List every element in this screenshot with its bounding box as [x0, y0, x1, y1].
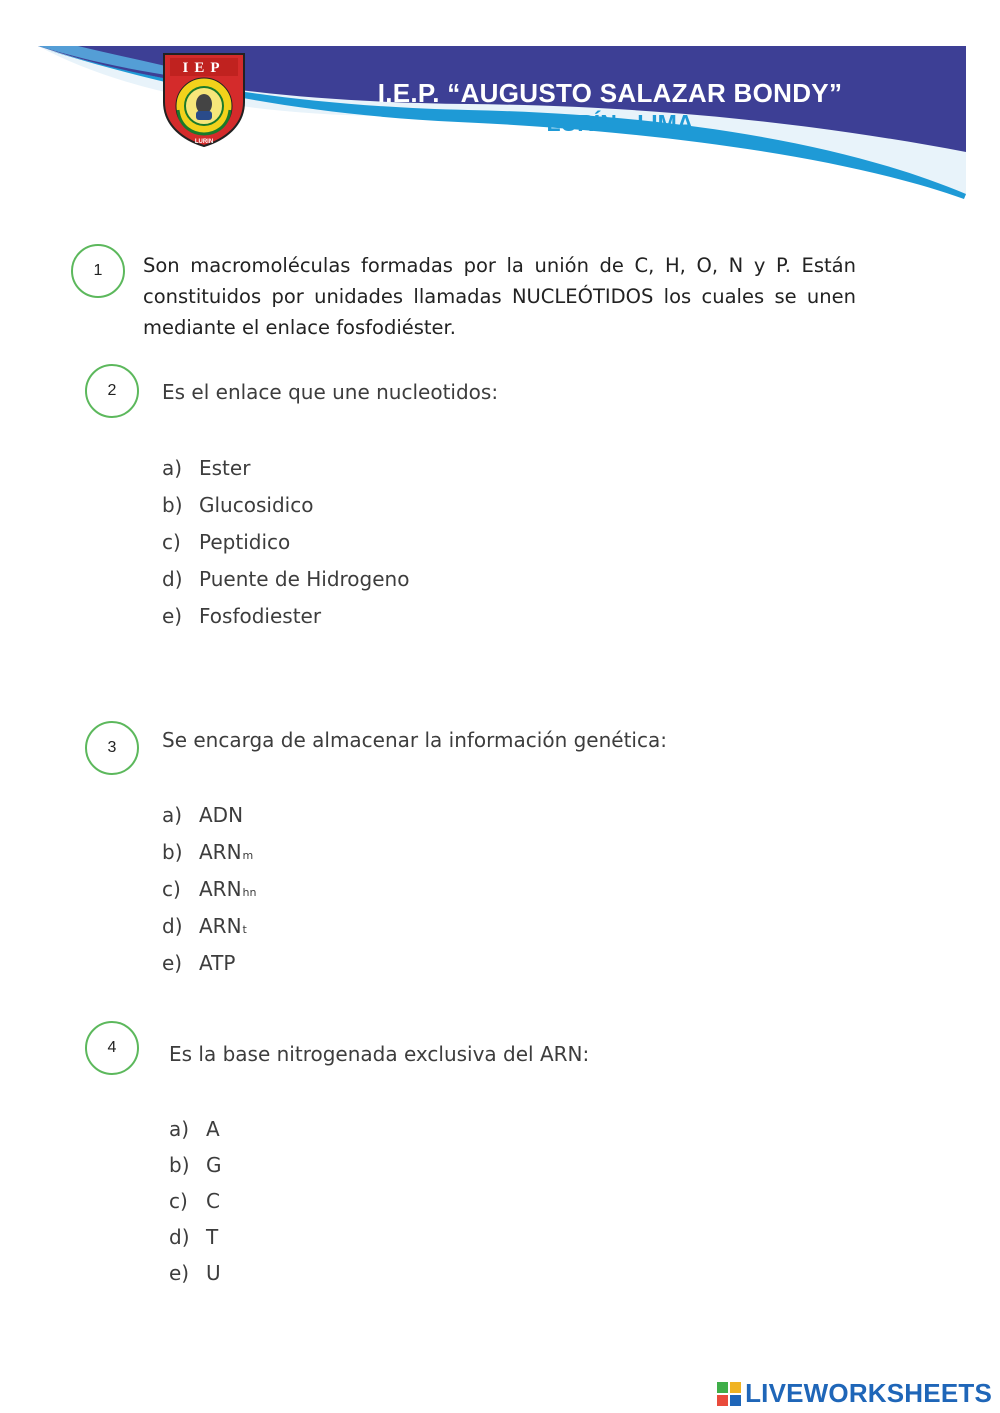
option-item[interactable]: [162, 803, 257, 840]
option-letter: d): [162, 914, 183, 938]
question-1-text: Son macromoléculas formadas por la unión de C, H, O, N y P. Están constituidos por unidades llamadas NUCLEÓTIDOS los cuales se unen mediante el enlace fosfodiéster.: [143, 254, 856, 339]
question-3-title: Se encarga de almacenar la información genética:: [162, 728, 667, 752]
question-3-options: [162, 803, 257, 988]
option-letter: c): [162, 530, 181, 554]
option-item[interactable]: [162, 914, 257, 951]
option-letter: c): [162, 877, 181, 901]
option-item[interactable]: [169, 1153, 222, 1189]
option-letter: d): [162, 567, 183, 591]
liveworksheets-logo-icon: [717, 1382, 741, 1406]
option-letter: b): [162, 840, 183, 864]
question-2-title: Es el enlace que une nucleotidos:: [162, 380, 499, 404]
option-letter: e): [169, 1261, 190, 1285]
option-letter: b): [162, 493, 183, 517]
option-subscript: m: [242, 849, 254, 862]
option-item[interactable]: [162, 493, 409, 530]
option-text: ADN: [199, 803, 244, 827]
option-text: ARN: [199, 877, 242, 901]
option-item[interactable]: [162, 840, 257, 877]
svg-text:IEP: IEP: [182, 60, 226, 76]
option-text: A: [206, 1117, 220, 1141]
option-subscript: hn: [242, 886, 257, 899]
option-text: Puente de Hidrogeno: [199, 567, 410, 591]
option-text: Peptidico: [199, 530, 291, 554]
option-letter: d): [169, 1225, 190, 1249]
option-item[interactable]: [169, 1189, 222, 1225]
option-item[interactable]: [169, 1261, 222, 1297]
option-item[interactable]: [162, 951, 257, 988]
question-number-2: 2: [85, 364, 139, 418]
option-item[interactable]: [169, 1117, 222, 1153]
option-item[interactable]: [162, 567, 409, 604]
option-letter: e): [162, 951, 183, 975]
option-text: Ester: [199, 456, 251, 480]
option-text: G: [206, 1153, 222, 1177]
svg-text:LURIN: LURIN: [194, 139, 214, 145]
question-2-options: [162, 456, 409, 641]
question-4-options: [169, 1117, 222, 1297]
question-4-title: Es la base nitrogenada exclusiva del ARN:: [169, 1042, 590, 1066]
option-text: U: [206, 1261, 221, 1285]
school-city: LURÍN - LIMA: [546, 110, 694, 136]
brand-text: LIVEWORKSHEETS: [745, 1378, 992, 1408]
option-text: T: [206, 1225, 219, 1249]
liveworksheets-brand[interactable]: [717, 1378, 992, 1409]
option-letter: c): [169, 1189, 188, 1213]
option-letter: e): [162, 604, 183, 628]
option-item[interactable]: [162, 877, 257, 914]
option-item[interactable]: [162, 530, 409, 567]
option-item[interactable]: [169, 1225, 222, 1261]
option-text: ATP: [199, 951, 236, 975]
option-subscript: t: [242, 923, 247, 936]
option-text: ARN: [199, 914, 242, 938]
option-text: Fosfodiester: [199, 604, 322, 628]
option-letter: b): [169, 1153, 190, 1177]
option-letter: a): [162, 456, 183, 480]
option-text: C: [206, 1189, 220, 1213]
question-number-4: 4: [85, 1021, 139, 1075]
option-item[interactable]: [162, 456, 409, 493]
question-number-3: 3: [85, 721, 139, 775]
option-text: Glucosidico: [199, 493, 314, 517]
option-item[interactable]: [162, 604, 409, 641]
option-text: ARN: [199, 840, 242, 864]
option-letter: a): [169, 1117, 190, 1141]
school-crest-logo: [160, 50, 248, 148]
option-letter: a): [162, 803, 183, 827]
question-number-1: 1: [71, 244, 125, 298]
school-name: I.E.P. “AUGUSTO SALAZAR BONDY”: [377, 78, 843, 108]
